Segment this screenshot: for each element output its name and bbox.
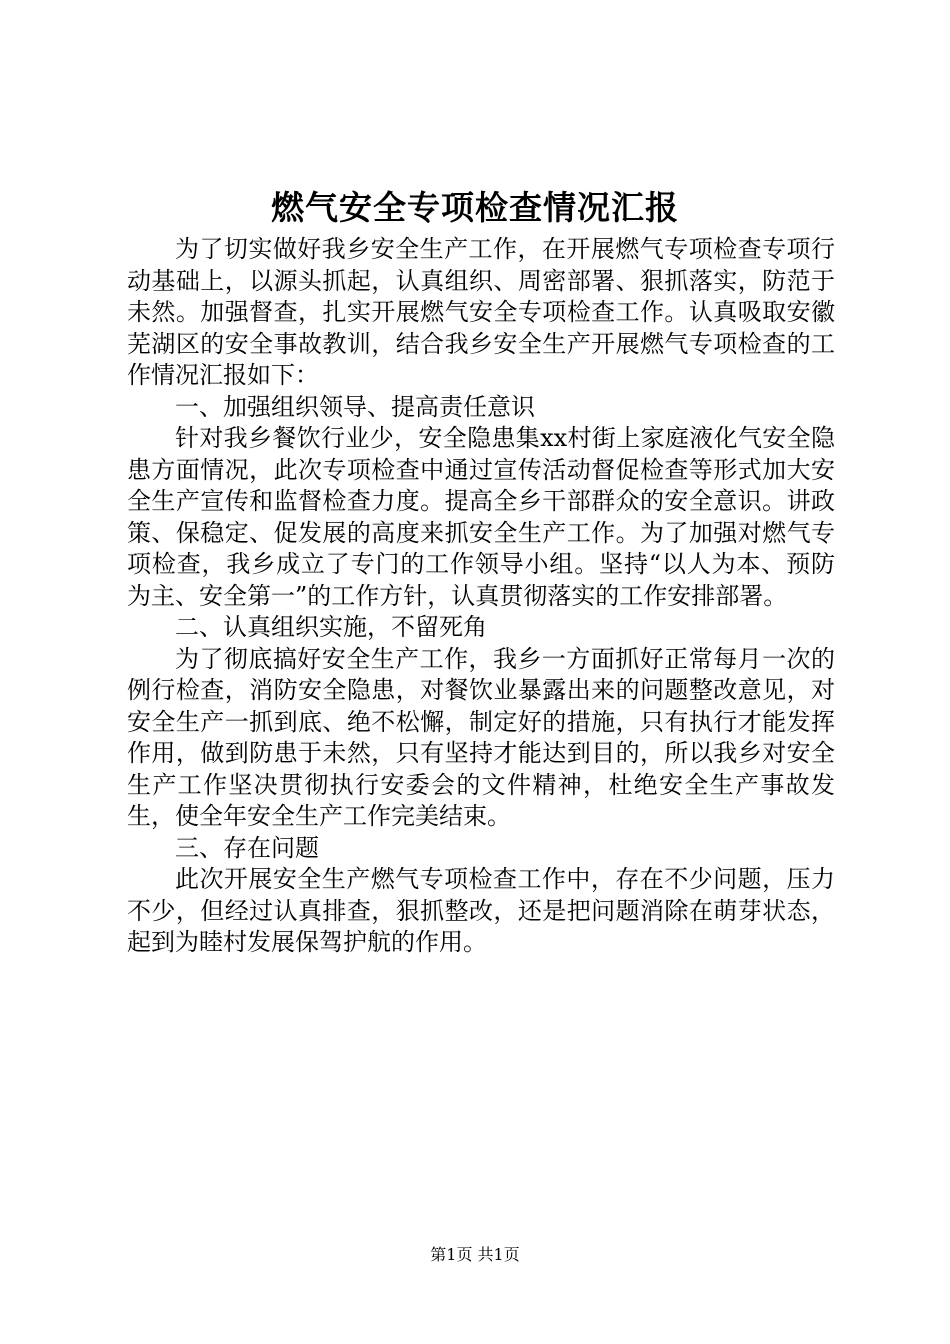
section-3-paragraph: 此次开展安全生产燃气专项检查工作中，存在不少问题，压力不少，但经过认真排查，狠抓整改，还是把问题消除在萌芽状态，起到为睦村发展保驾护航的作用。 — [127, 865, 835, 956]
document-body — [127, 234, 835, 959]
document-title: 燃气安全专项检查情况汇报 — [271, 188, 679, 227]
section-heading-3: 三、存在问题 — [175, 833, 319, 862]
section-heading-2: 二、认真组织实施，不留死角 — [175, 613, 487, 641]
section-1-paragraph: 针对我乡餐饮行业少，安全隐患集xx村街上家庭液化气安全隐患方面情况，此次专项检查中通过宣传活动督促检查等形式加大安全生产宣传和监督检查力度。提高全乡干部群众的安全意识。讲政策、保稳定、促发展的高度来抓安全生产工作。为了加强对燃气专项检查，我乡成立了专门的工作领导小组。坚持“以人为本、预防为主、安全第一”的工作方针，认真贯彻落实的工作安排部署。 — [127, 424, 835, 610]
page-number-footer: 第1页 共1页 — [430, 1245, 520, 1264]
section-2-paragraph: 为了彻底搞好安全生产工作，我乡一方面抓好正常每月一次的例行检查，消防安全隐患，对餐饮业暴露出来的问题整改意见，对安全生产一抓到底、绝不松懈，制定好的措施，只有执行才能发挥作用，做到防患于未然，只有坚持才能达到目的，所以我乡对安全生产工作坚决贯彻执行安委会的文件精神，杜绝安全生产事故发生，使全年安全生产工作完美结束。 — [127, 644, 835, 830]
section-heading-1: 一、加强组织领导、提高责任意识 — [175, 392, 535, 421]
intro-paragraph: 为了切实做好我乡安全生产工作，在开展燃气专项检查专项行动基础上，以源头抓起，认真组织、周密部署、狠抓落实，防范于未然。加强督查，扎实开展燃气安全专项检查工作。认真吸取安徽芜湖区的安全事故教训，结合我乡安全生产开展燃气专项检查的工作情况汇报如下： — [127, 235, 835, 389]
